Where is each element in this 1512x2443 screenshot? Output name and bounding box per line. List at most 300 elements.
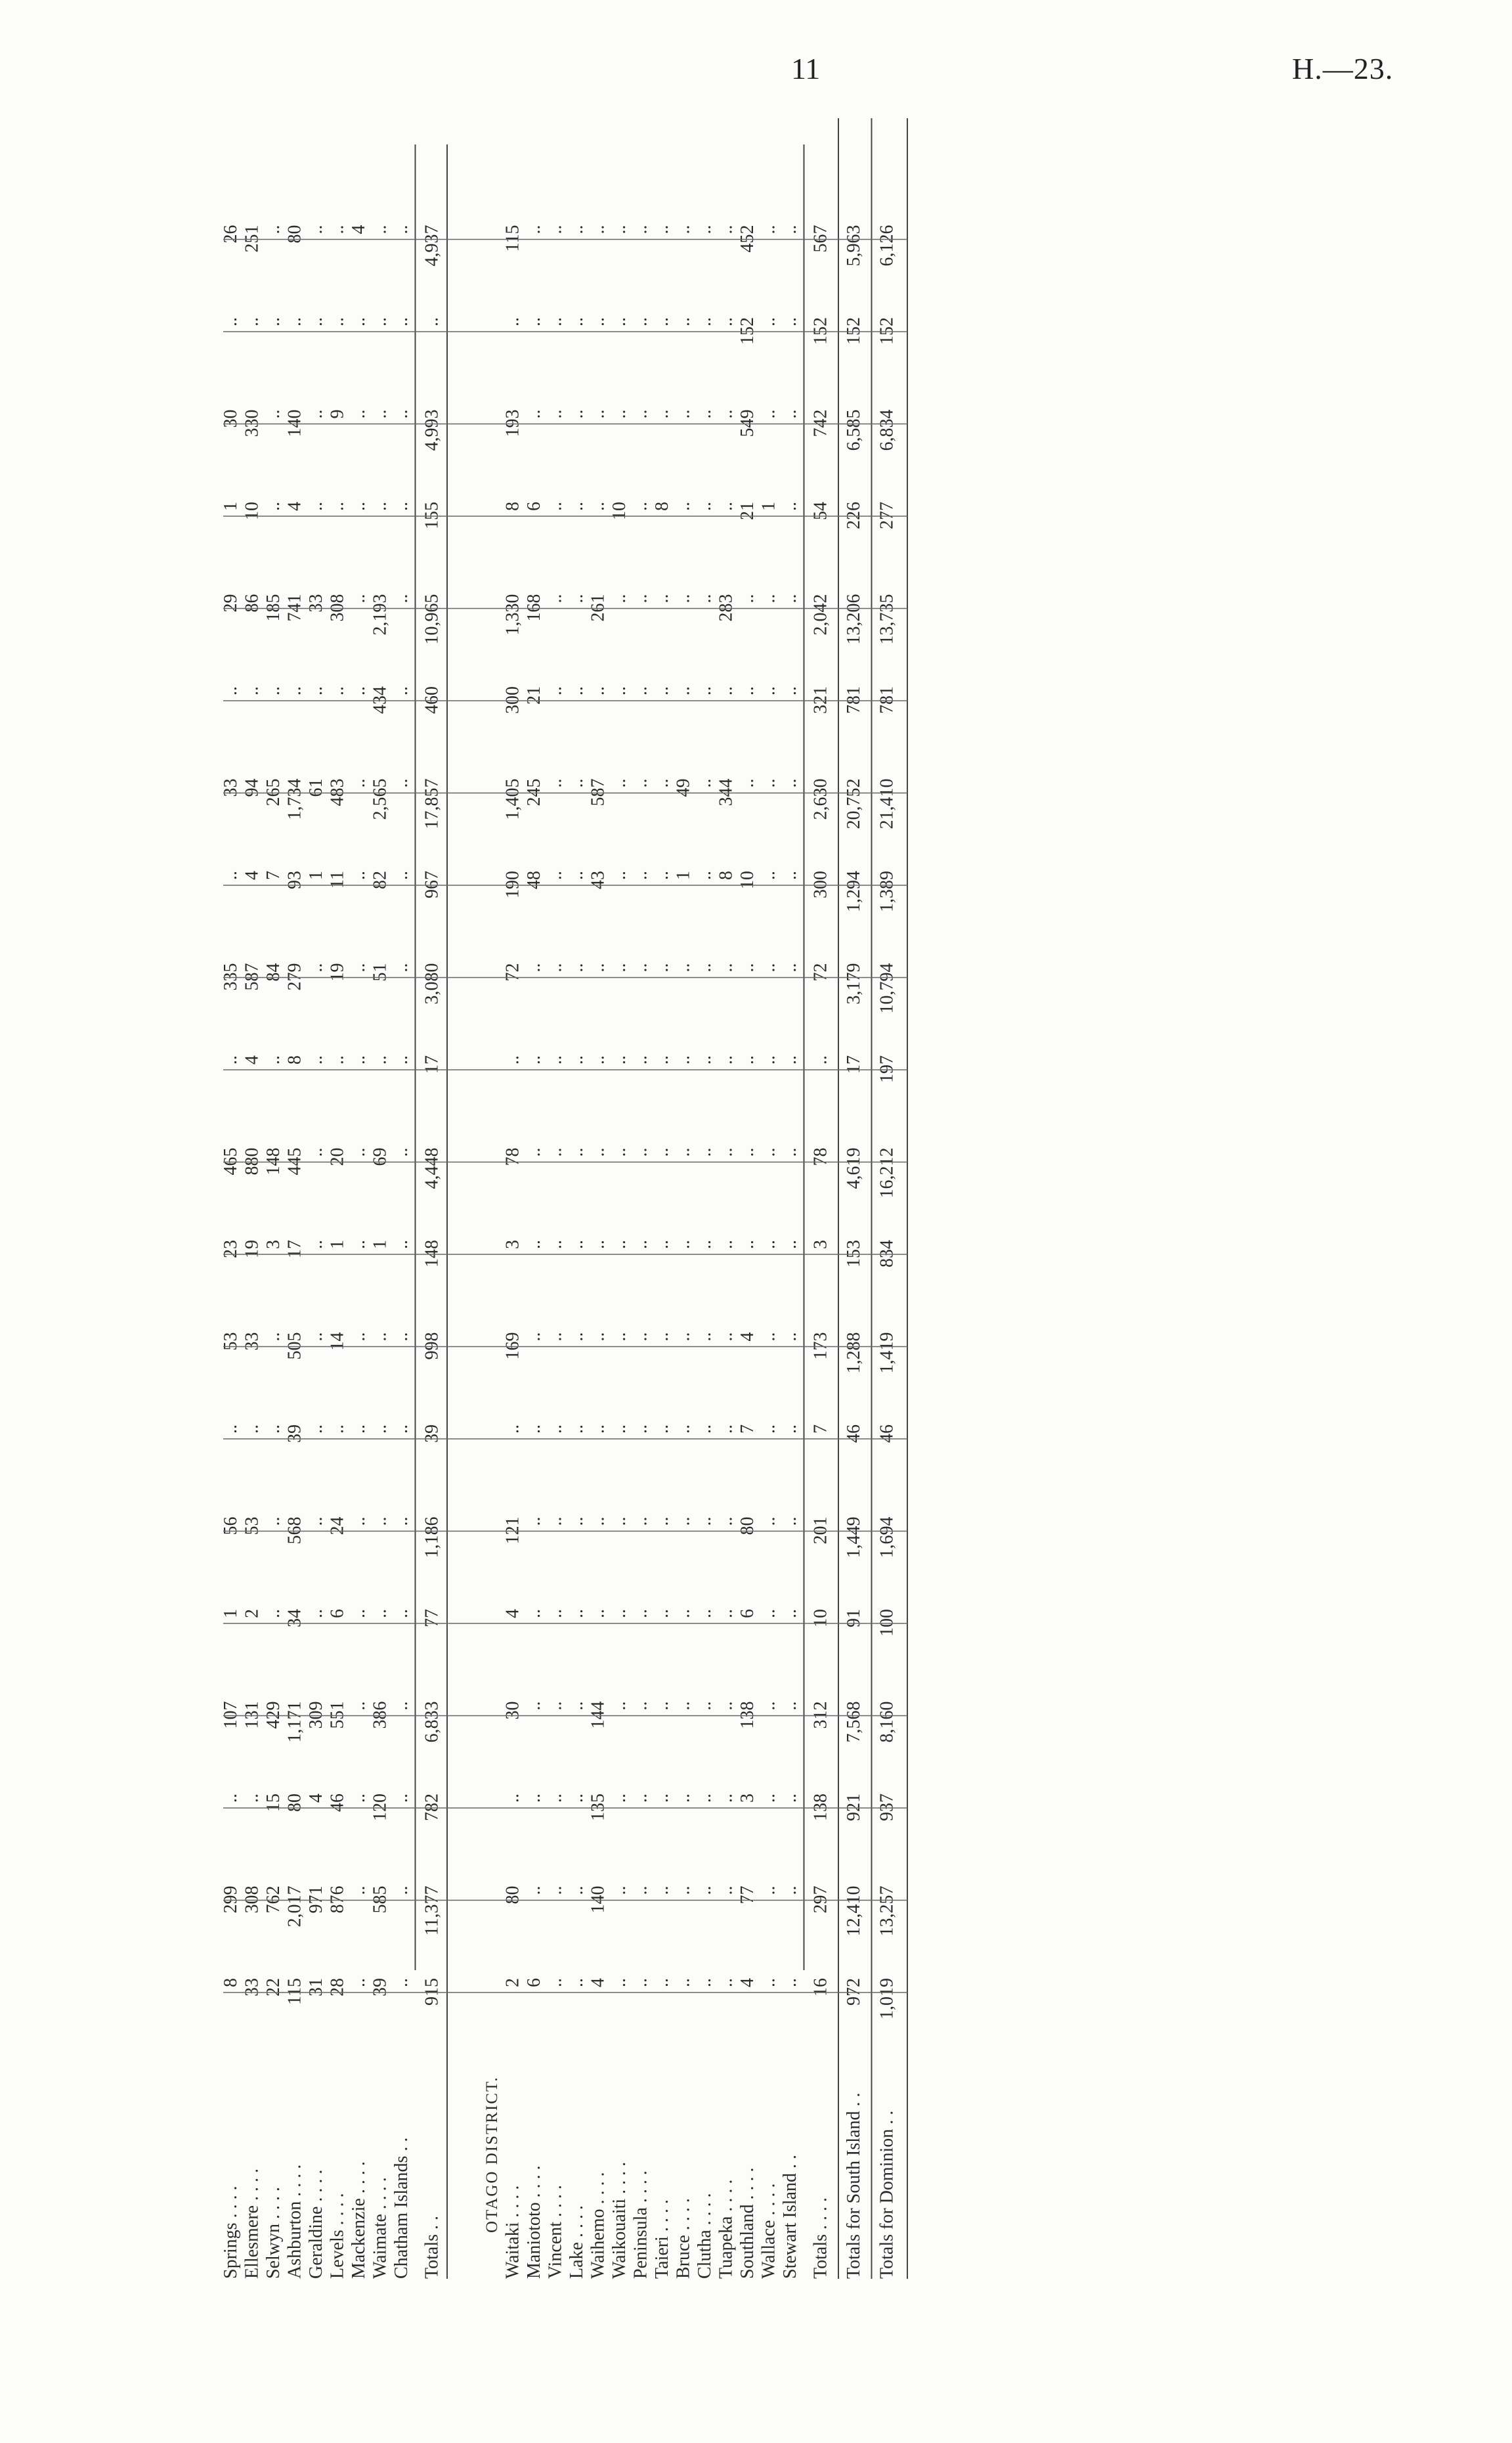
- table-row-cell: ..: [780, 1794, 800, 1803]
- table-row-cell: ..: [737, 778, 758, 788]
- table-row-cell: 10: [242, 502, 263, 520]
- rotated-statistics-table: [210, 118, 1142, 2285]
- table-row-cell: ..: [716, 1978, 737, 1987]
- table-row-cell: ..: [758, 225, 779, 234]
- totals-otago-row-cell: 312: [810, 1701, 831, 1729]
- table-row-cell: ..: [652, 778, 672, 788]
- table-row-cell: 1: [306, 871, 326, 880]
- totals-dominion-row-cell: 8,160: [876, 1701, 897, 1743]
- table-row-cell: ..: [652, 1885, 672, 1895]
- table-row-cell: 51: [370, 963, 391, 982]
- table-row-cell: 4: [242, 871, 263, 880]
- table-row-cell: ..: [758, 778, 779, 788]
- totals-south-island-row-cell: 781: [844, 686, 864, 714]
- table-row-cell: ..: [780, 778, 800, 788]
- table-row-cell: 93: [284, 871, 305, 889]
- table-row-cell: ..: [652, 1701, 672, 1711]
- table-row-cell: ..: [306, 963, 326, 973]
- table-row-cell: 971: [306, 1885, 326, 1914]
- table-row-cell: ..: [673, 1885, 694, 1895]
- table-row-cell: ..: [567, 1885, 587, 1895]
- table-row-cell: 741: [284, 594, 305, 622]
- totals-south-island-row-cell: 921: [844, 1794, 864, 1821]
- table-row-cell: ..: [545, 686, 566, 695]
- table-row-label: Selwyn . . . .: [263, 2187, 284, 2279]
- table-row-cell: 80: [502, 1885, 523, 1904]
- table-row-cell: 1,734: [284, 778, 305, 820]
- table-row-cell: 2: [502, 1978, 523, 1987]
- table-row-cell: ..: [630, 225, 651, 234]
- totals-south-island-row-cell: 4,619: [844, 1147, 864, 1189]
- totals-south-island-row-cell: 1,449: [844, 1516, 864, 1558]
- totals-south-island-row-cell: 46: [844, 1424, 864, 1443]
- table-row-cell: 8: [502, 502, 523, 511]
- table-row-cell: ..: [673, 1147, 694, 1157]
- table-row-cell: ..: [630, 1701, 651, 1711]
- table-row-cell: ..: [695, 225, 715, 234]
- table-row-cell: 1: [327, 1240, 348, 1249]
- table-row-cell: ..: [306, 225, 326, 234]
- table-row-cell: ..: [758, 1332, 779, 1342]
- table-row-cell: 4: [306, 1794, 326, 1803]
- totals-dominion-row-label: Totals for Dominion . .: [876, 2110, 897, 2279]
- totals-canterbury-row-label: Totals . .: [421, 2215, 443, 2279]
- table-row-cell: ..: [349, 1701, 369, 1711]
- totals-canterbury-row-cell: 148: [421, 1240, 443, 1267]
- table-row-cell: 115: [284, 1978, 305, 2005]
- totals-otago-row-cell: 201: [810, 1516, 831, 1545]
- table-row-cell: ..: [349, 1516, 369, 1526]
- table-row-cell: 283: [716, 594, 737, 622]
- table-row-cell: ..: [567, 1332, 587, 1342]
- table-row-cell: ..: [349, 686, 369, 695]
- table-row-cell: ..: [780, 871, 800, 880]
- table-row-cell: ..: [263, 1055, 284, 1065]
- table-row-cell: ..: [567, 1794, 587, 1803]
- table-row-cell: 452: [737, 225, 758, 253]
- totals-dominion-row-cell: 277: [876, 502, 897, 529]
- table-row-cell: ..: [630, 409, 651, 419]
- table-row-cell: ..: [695, 502, 715, 511]
- table-row-cell: 880: [242, 1147, 263, 1176]
- table-row-cell: ..: [370, 502, 391, 511]
- totals-otago-row-cell: 72: [810, 963, 831, 982]
- totals-dominion-row-cell: 21,410: [876, 778, 897, 829]
- table-row-cell: ..: [609, 409, 630, 419]
- totals-south-island-row-cell: 1,294: [844, 871, 864, 912]
- totals-dominion-row-cell: 13,735: [876, 594, 897, 645]
- table-row-cell: 144: [588, 1701, 609, 1729]
- table-row-cell: 2,193: [370, 594, 391, 636]
- table-row-cell: ..: [716, 1701, 737, 1711]
- table-row-cell: ..: [609, 778, 630, 788]
- table-row-cell: 11: [327, 871, 348, 889]
- table-row-cell: ..: [391, 1147, 412, 1157]
- table-row-cell: 86: [242, 594, 263, 613]
- table-row-cell: 1: [673, 871, 694, 880]
- table-row-cell: 185: [263, 594, 284, 622]
- totals-dominion-row-cell: 197: [876, 1055, 897, 1083]
- table-row-cell: 135: [588, 1794, 609, 1821]
- table-row-cell: ..: [545, 1609, 566, 1618]
- table-row-cell: ..: [630, 1424, 651, 1434]
- table-row-cell: ..: [391, 686, 412, 695]
- table-row-cell: 84: [263, 963, 284, 982]
- table-row-cell: ..: [221, 1424, 241, 1434]
- table-row-cell: 344: [716, 778, 737, 806]
- table-row-cell: ..: [716, 317, 737, 326]
- table-row-cell: 80: [284, 225, 305, 244]
- table-row-label: Mackenzie . . . .: [349, 2161, 369, 2279]
- table-row-cell: ..: [609, 1794, 630, 1803]
- table-row-cell: ..: [306, 1240, 326, 1249]
- table-row-cell: ..: [780, 1701, 800, 1711]
- table-row-cell: ..: [630, 1332, 651, 1342]
- table-row-cell: 587: [242, 963, 263, 991]
- table-row-cell: 1,330: [502, 594, 523, 636]
- table-row-cell: ..: [263, 686, 284, 695]
- table-row-cell: ..: [370, 1516, 391, 1526]
- table-row-cell: ..: [673, 1332, 694, 1342]
- table-row-cell: 152: [737, 317, 758, 345]
- table-row-cell: 279: [284, 963, 305, 991]
- table-row-cell: 6: [524, 1978, 544, 1987]
- table-row-cell: ..: [284, 317, 305, 326]
- table-row-cell: ..: [349, 1332, 369, 1342]
- table-row-cell: 445: [284, 1147, 305, 1176]
- table-row-cell: ..: [673, 1978, 694, 1987]
- table-row-label: Waimate . . . .: [370, 2177, 391, 2279]
- table-row-cell: ..: [524, 963, 544, 973]
- totals-otago-row-cell: 742: [810, 409, 831, 437]
- table-row-cell: ..: [545, 1978, 566, 1987]
- totals-dominion-row-cell: 10,794: [876, 963, 897, 1014]
- table-row-cell: ..: [588, 1240, 609, 1249]
- table-row-cell: ..: [695, 1240, 715, 1249]
- totals-south-island-row-cell: 3,179: [844, 963, 864, 1005]
- totals-south-island-row-cell: 5,963: [844, 225, 864, 267]
- table-row-cell: ..: [545, 871, 566, 880]
- table-row-cell: 10: [609, 502, 630, 520]
- table-row-cell: ..: [652, 1516, 672, 1526]
- table-row-cell: ..: [652, 1147, 672, 1157]
- table-row-cell: ..: [652, 225, 672, 234]
- table-row-cell: ..: [588, 1424, 609, 1434]
- table-row-cell: ..: [758, 1240, 779, 1249]
- table-row-cell: 465: [221, 1147, 241, 1176]
- table-row-cell: ..: [695, 686, 715, 695]
- table-row-cell: ..: [349, 594, 369, 604]
- totals-otago-row-cell: 10: [810, 1609, 831, 1627]
- table-row-cell: ..: [716, 963, 737, 973]
- table-row-cell: 6: [737, 1609, 758, 1618]
- totals-south-island-row-cell: 20,752: [844, 778, 864, 829]
- table-row-cell: ..: [673, 1794, 694, 1803]
- table-row-cell: ..: [630, 1794, 651, 1803]
- table-row-label: Ellesmere . . . .: [242, 2168, 263, 2279]
- table-row-cell: 309: [306, 1701, 326, 1729]
- table-row-cell: 33: [306, 594, 326, 613]
- table-row-cell: ..: [327, 686, 348, 695]
- table-row-cell: ..: [567, 963, 587, 973]
- table-row-cell: ..: [609, 1978, 630, 1987]
- totals-dominion-row-cell: 152: [876, 317, 897, 345]
- table-row-cell: 78: [502, 1147, 523, 1166]
- table-row-cell: ..: [588, 1332, 609, 1342]
- table-row-cell: ..: [716, 225, 737, 234]
- table-row-cell: ..: [349, 1147, 369, 1157]
- totals-south-island-row-cell: 226: [844, 502, 864, 529]
- totals-canterbury-row-cell: 11,377: [421, 1885, 443, 1936]
- table-row-cell: ..: [716, 1885, 737, 1895]
- table-row-cell: 876: [327, 1885, 348, 1914]
- table-row-cell: 7: [263, 871, 284, 880]
- table-row-cell: 386: [370, 1701, 391, 1729]
- table-row-cell: ..: [349, 409, 369, 419]
- table-row-cell: ..: [716, 1332, 737, 1342]
- table-row-cell: 80: [737, 1516, 758, 1535]
- table-row-cell: ..: [545, 1332, 566, 1342]
- table-row-cell: ..: [630, 1978, 651, 1987]
- table-row-cell: 46: [327, 1794, 348, 1812]
- table-row-cell: ..: [716, 1055, 737, 1065]
- table-row-cell: 4: [349, 225, 369, 234]
- table-row-cell: ..: [609, 1332, 630, 1342]
- table-row-cell: 138: [737, 1701, 758, 1729]
- table-row-cell: ..: [391, 1885, 412, 1895]
- totals-otago-row-cell: 297: [810, 1885, 831, 1914]
- table-row-cell: ..: [716, 1147, 737, 1157]
- table-row-cell: 190: [502, 871, 523, 898]
- table-row-cell: ..: [221, 871, 241, 880]
- table-row-cell: 335: [221, 963, 241, 991]
- table-row-cell: ..: [588, 1516, 609, 1526]
- table-row-cell: ..: [716, 1794, 737, 1803]
- table-row-cell: ..: [588, 225, 609, 234]
- table-row-cell: 429: [263, 1701, 284, 1729]
- table-row-cell: ..: [502, 1424, 523, 1434]
- table-row-cell: ..: [524, 409, 544, 419]
- table-row-cell: ..: [673, 1055, 694, 1065]
- table-row-cell: 762: [263, 1885, 284, 1914]
- table-row-cell: ..: [673, 963, 694, 973]
- table-row-cell: ..: [652, 963, 672, 973]
- totals-otago-row-cell: 173: [810, 1332, 831, 1360]
- table-row-cell: ..: [524, 1055, 544, 1065]
- table-row-cell: ..: [567, 317, 587, 326]
- table-row-cell: ..: [652, 871, 672, 880]
- table-row-cell: ..: [695, 1332, 715, 1342]
- table-row-cell: ..: [716, 1609, 737, 1618]
- table-row-cell: 21: [524, 686, 544, 705]
- table-row-cell: ..: [609, 686, 630, 695]
- table-row-cell: ..: [349, 317, 369, 326]
- table-row-cell: 549: [737, 409, 758, 437]
- totals-south-island-row-cell: 91: [844, 1609, 864, 1627]
- table-row-cell: ..: [695, 1978, 715, 1987]
- table-row-cell: ..: [630, 963, 651, 973]
- table-row-cell: ..: [609, 1701, 630, 1711]
- table-row-cell: ..: [673, 1424, 694, 1434]
- totals-canterbury-row-cell: 4,993: [421, 409, 443, 451]
- table-row-cell: ..: [737, 1240, 758, 1249]
- table-row-cell: ..: [567, 686, 587, 695]
- table-row-cell: ..: [695, 871, 715, 880]
- table-row-cell: ..: [263, 409, 284, 419]
- table-row-label: Taieri . . . .: [652, 2199, 672, 2279]
- table-row-cell: 251: [242, 225, 263, 253]
- totals-canterbury-row-cell: 4,448: [421, 1147, 443, 1189]
- table-row-cell: ..: [242, 1794, 263, 1803]
- table-row-label: Waitaki . . . .: [502, 2185, 523, 2279]
- table-row-cell: ..: [673, 225, 694, 234]
- table-row-cell: ..: [758, 1978, 779, 1987]
- table-row-cell: ..: [737, 594, 758, 604]
- table-row-cell: ..: [630, 594, 651, 604]
- table-row-cell: ..: [695, 1701, 715, 1711]
- table-row-cell: ..: [737, 1147, 758, 1157]
- table-row-cell: ..: [567, 594, 587, 604]
- table-row-cell: 2: [242, 1609, 263, 1618]
- table-row-label: Clutha . . . .: [695, 2193, 715, 2279]
- table-row-cell: 434: [370, 686, 391, 714]
- table-row-cell: ..: [263, 1609, 284, 1618]
- totals-canterbury-row-cell: 17: [421, 1055, 443, 1074]
- table-row-cell: ..: [780, 594, 800, 604]
- table-row-cell: ..: [780, 225, 800, 234]
- table-row-cell: ..: [349, 871, 369, 880]
- table-row-cell: 30: [221, 409, 241, 428]
- totals-south-island-row-cell: 13,206: [844, 594, 864, 645]
- table-row-cell: ..: [673, 1609, 694, 1618]
- totals-canterbury-row-cell: 6,833: [421, 1701, 443, 1743]
- table-row-cell: ..: [758, 686, 779, 695]
- table-row-cell: 4: [502, 1609, 523, 1618]
- table-row-cell: ..: [673, 1240, 694, 1249]
- table-row-cell: 3: [502, 1240, 523, 1249]
- table-row-cell: ..: [652, 1332, 672, 1342]
- table-row-cell: ..: [652, 1609, 672, 1618]
- table-row-cell: 53: [221, 1332, 241, 1351]
- table-row-cell: ..: [263, 317, 284, 326]
- table-row-cell: 2,017: [284, 1885, 305, 1927]
- table-row-cell: 4: [242, 1055, 263, 1065]
- table-row-cell: 14: [327, 1332, 348, 1351]
- table-row-cell: ..: [306, 1609, 326, 1618]
- table-row-cell: ..: [652, 409, 672, 419]
- totals-south-island-row-cell: 17: [844, 1055, 864, 1074]
- table-row-cell: 6: [327, 1609, 348, 1618]
- totals-canterbury-row-cell: 782: [421, 1794, 443, 1821]
- table-row-cell: ..: [695, 1516, 715, 1526]
- table-row-cell: ..: [567, 778, 587, 788]
- table-row-cell: ..: [716, 409, 737, 419]
- table-row-cell: ..: [370, 225, 391, 234]
- table-row-cell: 1,171: [284, 1701, 305, 1743]
- table-row-cell: ..: [652, 686, 672, 695]
- table-row-cell: ..: [673, 686, 694, 695]
- table-row-cell: ..: [349, 1424, 369, 1434]
- table-row-cell: ..: [327, 1424, 348, 1434]
- table-row-cell: 3: [263, 1240, 284, 1249]
- table-row-cell: ..: [524, 317, 544, 326]
- table-row-cell: ..: [652, 594, 672, 604]
- table-row-cell: ..: [502, 1794, 523, 1803]
- table-row-cell: ..: [524, 1147, 544, 1157]
- table-row-cell: ..: [284, 686, 305, 695]
- table-row-cell: 72: [502, 963, 523, 982]
- table-row-cell: ..: [391, 1240, 412, 1249]
- table-row-cell: 551: [327, 1701, 348, 1729]
- table-row-cell: 94: [242, 778, 263, 797]
- table-row-label: Chatham Islands . .: [391, 2137, 412, 2279]
- table-row-cell: ..: [327, 317, 348, 326]
- totals-south-island-row-cell: 7,568: [844, 1701, 864, 1743]
- table-row-cell: 140: [284, 409, 305, 437]
- table-row-cell: ..: [391, 778, 412, 788]
- totals-otago-row-cell: 152: [810, 317, 831, 345]
- table-row-cell: 121: [502, 1516, 523, 1545]
- table-row-cell: ..: [545, 317, 566, 326]
- table-row-cell: ..: [758, 594, 779, 604]
- table-row-cell: 115: [502, 225, 523, 252]
- table-row-cell: ..: [524, 1701, 544, 1711]
- totals-otago-row-cell: 54: [810, 502, 831, 520]
- table-row-cell: ..: [391, 225, 412, 234]
- table-row-cell: ..: [306, 686, 326, 695]
- table-row-cell: 26: [221, 225, 241, 244]
- table-row-cell: 505: [284, 1332, 305, 1360]
- table-row-cell: ..: [630, 1240, 651, 1249]
- table-row-cell: ..: [737, 1055, 758, 1065]
- table-row-cell: ..: [263, 1516, 284, 1526]
- table-row-cell: ..: [349, 1055, 369, 1065]
- table-row-label: Waikouaiti . . . .: [609, 2161, 630, 2279]
- totals-otago-row-cell: 321: [810, 686, 831, 714]
- table-row-label: Geraldine . . . .: [306, 2169, 326, 2279]
- table-row-cell: ..: [673, 502, 694, 511]
- table-row-cell: ..: [221, 1055, 241, 1065]
- table-row-cell: ..: [263, 225, 284, 234]
- table-row-cell: ..: [695, 1055, 715, 1065]
- table-row-cell: ..: [695, 1885, 715, 1895]
- table-row-cell: 30: [502, 1701, 523, 1720]
- table-row-cell: ..: [524, 1794, 544, 1803]
- table-row-cell: ..: [263, 1332, 284, 1342]
- table-row-cell: ..: [695, 409, 715, 419]
- totals-canterbury-row-cell: 3,080: [421, 963, 443, 1005]
- table-row-cell: ..: [545, 1794, 566, 1803]
- table-row-cell: ..: [567, 871, 587, 880]
- table-row-cell: ..: [716, 502, 737, 511]
- totals-otago-row-cell: 138: [810, 1794, 831, 1821]
- totals-dominion-row-cell: 13,257: [876, 1885, 897, 1937]
- table-row-cell: 21: [737, 502, 758, 520]
- table-row-cell: ..: [716, 686, 737, 695]
- table-row-cell: ..: [524, 1609, 544, 1618]
- table-row-cell: ..: [652, 317, 672, 326]
- table-row-cell: ..: [370, 1424, 391, 1434]
- table-row-cell: ..: [780, 1978, 800, 1987]
- table-row-cell: ..: [695, 778, 715, 788]
- table-row-label: Lake . . . .: [567, 2205, 587, 2279]
- table-row-cell: ..: [567, 1609, 587, 1618]
- totals-otago-row-cell: ..: [810, 1055, 831, 1065]
- table-row-cell: ..: [652, 1978, 672, 1987]
- table-row-cell: ..: [780, 1609, 800, 1618]
- table-row-cell: ..: [306, 1424, 326, 1434]
- totals-south-island-row-cell: 152: [844, 317, 864, 345]
